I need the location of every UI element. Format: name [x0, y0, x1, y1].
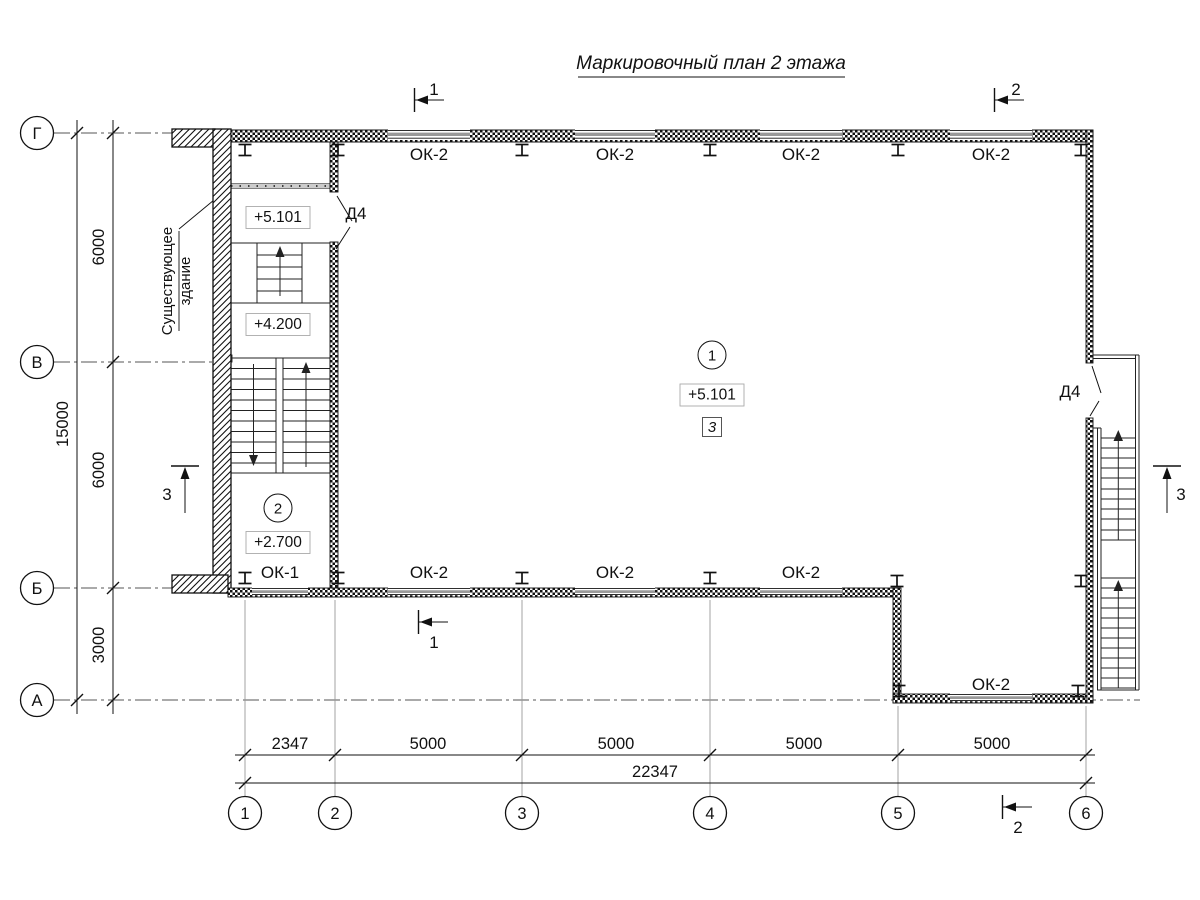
- section-number: 1: [429, 80, 439, 99]
- window-label-ok2: ОК-2: [781, 145, 821, 164]
- dim-h-segment-2: 5000: [409, 735, 447, 753]
- section-mark-1-top: [415, 80, 445, 112]
- section-number: 2: [1013, 818, 1023, 837]
- dim-h-segment-1: 2347: [271, 735, 309, 753]
- window-ok2: [575, 587, 655, 595]
- note-leader-line: [179, 200, 214, 229]
- note-line2: здание: [177, 256, 194, 306]
- room-number: 2: [273, 500, 283, 518]
- section-mark-2-top: [995, 80, 1025, 112]
- door-label: Д4: [345, 204, 367, 223]
- section-number: 2: [1011, 80, 1021, 99]
- room-mark-1: [698, 341, 726, 369]
- page-title: Маркировочный план 2 этажа: [576, 53, 846, 74]
- section-mark-3-left: [162, 466, 199, 513]
- elevation-4200: +4.200: [254, 316, 302, 333]
- section-mark-3-right: [1153, 466, 1186, 513]
- dim-h-total: 22347: [632, 763, 678, 781]
- window-label-ok2: ОК-2: [409, 145, 449, 164]
- layout-scheme-mark: [703, 418, 722, 437]
- section-mark-1-bottom: [419, 610, 449, 652]
- window-ok2: [760, 129, 842, 140]
- dim-h-segment-3: 5000: [597, 735, 635, 753]
- dimensions-bottom: [235, 735, 1095, 789]
- column-axis-bubbles: [229, 797, 1103, 830]
- window-ok2: [575, 129, 655, 140]
- axis-col-6: 6: [1081, 805, 1091, 823]
- axis-col-4: 4: [705, 805, 715, 823]
- dim-v-segment-2: 6000: [90, 451, 108, 489]
- axis-row-b: Б: [31, 580, 43, 598]
- axis-col-2: 2: [330, 805, 340, 823]
- room-mark-2: [264, 494, 292, 522]
- door-d4-stairwell: [336, 196, 366, 249]
- stair-upper-flight: [228, 243, 330, 303]
- section-number: 3: [162, 485, 172, 504]
- door-label: Д4: [1059, 382, 1081, 401]
- window-label-ok2: ОК-2: [409, 563, 449, 582]
- stair-external: [1093, 355, 1139, 690]
- window-ok2: [388, 129, 470, 140]
- window-ok2: [950, 693, 1032, 701]
- elevation-5101-hall: +5.101: [688, 386, 736, 404]
- note-existing-building: [159, 200, 214, 335]
- window-label-ok2: ОК-2: [595, 563, 635, 582]
- dim-v-segment-1: 6000: [90, 228, 108, 266]
- window-ok1: [252, 587, 308, 595]
- window-ok2: [760, 587, 842, 595]
- layout-mark-number: 3: [707, 419, 717, 436]
- door-d4-right-wall: [1060, 366, 1101, 416]
- section-number: 1: [429, 633, 439, 652]
- axis-row-g: Г: [32, 125, 42, 143]
- dimensions-left: [54, 120, 119, 714]
- axis-col-5: 5: [893, 805, 903, 823]
- axis-row-v: В: [31, 354, 43, 372]
- window-label-ok1: ОК-1: [260, 563, 300, 582]
- drawing-title: [576, 53, 846, 77]
- steel-column-symbols: [239, 145, 1088, 697]
- room-number: 1: [707, 347, 717, 365]
- elevation-2700: +2.700: [254, 534, 302, 551]
- dim-h-segment-4: 5000: [785, 735, 823, 753]
- note-line1: Существующее: [159, 226, 176, 336]
- section-number: 3: [1176, 485, 1186, 504]
- axis-col-1: 1: [240, 805, 250, 823]
- partition-glazed: [231, 184, 330, 189]
- window-label-ok2: ОК-2: [971, 675, 1011, 694]
- section-mark-2-bottom: [1003, 795, 1033, 837]
- window-ok2: [950, 129, 1032, 140]
- dim-h-segment-5: 5000: [973, 735, 1011, 753]
- elevation-5101-stair: +5.101: [254, 209, 302, 226]
- window-label-ok2: ОК-2: [971, 145, 1011, 164]
- axis-col-3: 3: [517, 805, 527, 823]
- window-label-ok2: ОК-2: [781, 563, 821, 582]
- stair-main-flights: [225, 355, 338, 473]
- dim-v-total: 15000: [54, 401, 72, 447]
- dim-v-segment-3: 3000: [90, 626, 108, 664]
- window-ok2: [388, 587, 470, 595]
- windows-bottom-wall: [252, 587, 1032, 701]
- window-label-ok2: ОК-2: [595, 145, 635, 164]
- wall-existing: [172, 129, 231, 593]
- axis-row-a: А: [31, 692, 43, 710]
- row-axis-bubbles: [21, 117, 54, 717]
